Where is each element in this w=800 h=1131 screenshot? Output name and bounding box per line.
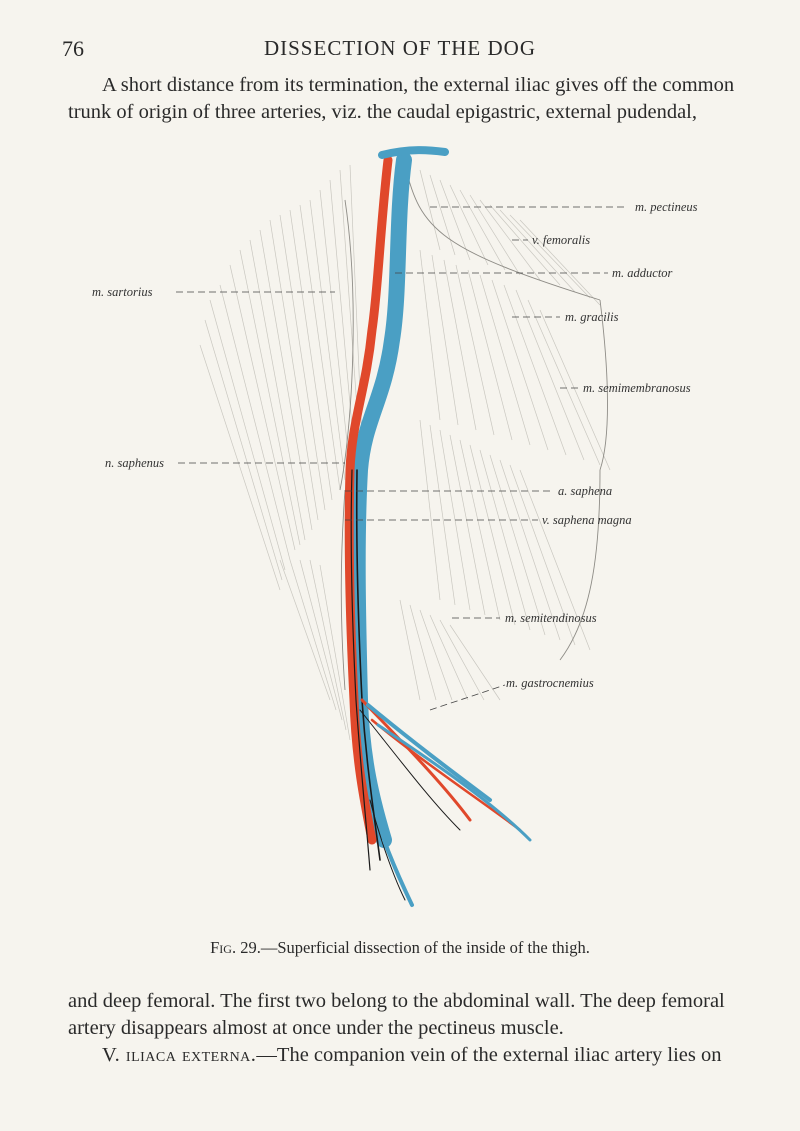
caption-text: —Superficial dissection of the inside of the thigh. [260,938,590,957]
paragraph-bottom-line1: and deep femoral. The first two belong to the abdominal wall. The deep femoral artery disappears almost at once under the pectineus muscle. [68,990,725,1039]
figure-caption [0,938,800,958]
label-m-semitendinosus: m. semitendinosus [505,611,597,625]
vessel-top-cap [382,150,445,155]
label-m-semimembranosus: m. semimembranosus [583,381,691,395]
paragraph-vein [68,1042,748,1069]
label-v-femoralis: v. femoralis [532,233,591,247]
caption-fig-label: Fig. 29. [210,938,261,957]
branch-vein-1 [368,705,490,800]
anatomical-figure [0,140,800,930]
label-m-gracilis: m. gracilis [565,310,619,324]
branch-vein-3 [384,840,412,905]
vein-text: —The companion vein of the external iliac artery lies on [256,1044,722,1066]
label-m-pectineus: m. pectineus [635,200,698,214]
page-number: 76 [62,36,84,61]
label-m-gastrocnemius: m. gastrocnemius [506,676,594,690]
vessels [349,150,530,905]
label-a-saphena: a. saphena [558,484,613,498]
label-v-saphena-magna: v. saphena magna [542,513,632,527]
label-m-adductor: m. adductor [612,266,673,280]
paragraph-top: A short distance from its termination, the external iliac gives off the common trunk of origin of three arteries, viz. the caudal epigastric, external pudendal, [68,74,735,123]
label-n-saphenus: n. saphenus [105,456,165,470]
paragraph-bottom [68,988,748,1069]
label-m-sartorius: m. sartorius [92,285,153,299]
running-title: DISSECTION OF THE DOG [263,36,537,60]
vein-heading: V. iliaca externa. [102,1044,257,1066]
